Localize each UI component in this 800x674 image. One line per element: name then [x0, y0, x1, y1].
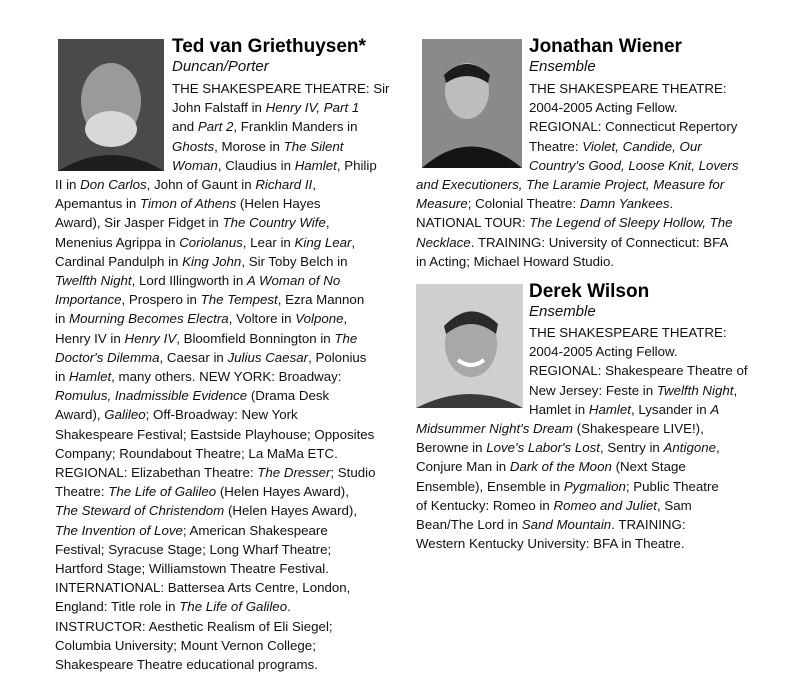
actor-role: Duncan/Porter	[172, 58, 269, 75]
bio-line: Western Kentucky University: BFA in Theatre.	[416, 536, 685, 552]
bio-line: Ghosts, Morose in The Silent	[172, 138, 344, 154]
bio-line: II in Don Carlos, John of Gaunt in Richard II,	[55, 177, 316, 192]
bio-line: Columbia University; Mount Vernon College;	[55, 637, 316, 653]
bio-line: New Jersey: Feste in Twelfth Night,	[529, 382, 738, 398]
headshot-photo	[422, 39, 522, 168]
bio-line: Cardinal Pandulph in King John, Sir Toby Belch in	[55, 253, 348, 269]
actor-name: Ted van Griethuysen*	[172, 36, 366, 57]
bio-line: of Kentucky: Romeo in Romeo and Juliet, Sam	[416, 497, 692, 513]
bio-line: Shakespeare Theatre educational programs.	[55, 657, 318, 672]
bio-line: Bean/The Lord in Sand Mountain. TRAINING:	[416, 517, 686, 532]
bio-line: John Falstaff in Henry IV, Part 1	[172, 100, 360, 116]
bio-line: THE SHAKESPEARE THEATRE:	[529, 325, 727, 340]
bio-line: Award), Sir Jasper Fidget in The Country Wife,	[55, 215, 330, 231]
bio-line: Apemantus in Timon of Athens (Helen Hayes	[55, 196, 321, 212]
bio-line: Conjure Man in Dark of the Moon (Next Stage	[416, 459, 686, 475]
bio-line: NATIONAL TOUR: The Legend of Sleepy Hollow, The	[416, 215, 733, 231]
bio-line: REGIONAL: Shakespeare Theatre of	[529, 363, 748, 379]
headshot-photo	[58, 39, 164, 171]
actor-name: Derek Wilson	[529, 281, 650, 302]
bio-line: Company; Roundabout Theatre; La MaMa ETC.	[55, 445, 338, 461]
bio-line: Hamlet in Hamlet, Lysander in A	[529, 401, 720, 417]
bio-line: Midsummer Night's Dream (Shakespeare LIVE!),	[416, 421, 704, 436]
bio-line: Menenius Agrippa in Coriolanus, Lear in King Lear,	[55, 234, 356, 250]
bio-line: Twelfth Night, Lord Illingworth in A Woman of No	[55, 273, 341, 288]
bio-line: in Mourning Becomes Electra, Voltore in Volpone,	[55, 311, 348, 327]
bio-line: in Acting; Michael Howard Studio.	[416, 253, 615, 269]
bio-line: REGIONAL: Elizabethan Theatre: The Dresser; Studio	[55, 465, 376, 480]
bio-line: The Steward of Christendom (Helen Hayes Award),	[55, 503, 358, 519]
actor-name: Jonathan Wiener	[529, 36, 682, 57]
bio-line: Theatre: The Life of Galileo (Helen Hayes Award),	[55, 484, 349, 500]
bio-line: REGIONAL: Connecticut Repertory	[529, 119, 738, 135]
bio-line: The Invention of Love; American Shakespeare	[55, 522, 328, 538]
actor-role: Ensemble	[529, 303, 596, 320]
bio-line: THE SHAKESPEARE THEATRE: Sir	[172, 81, 390, 96]
bio-line: Festival; Syracuse Stage; Long Wharf Theatre;	[55, 541, 332, 557]
actor-role: Ensemble	[529, 58, 596, 75]
bio-line: Measure; Colonial Theatre: Damn Yankees.	[416, 196, 674, 212]
bio-line: Country's Good, Loose Knit, Lovers	[529, 157, 739, 173]
headshot-photo	[416, 284, 523, 408]
bio-line: Theatre: Violet, Candide, Our	[529, 138, 702, 154]
bio-line: Hartford Stage; Williamstown Theatre Festival.	[55, 561, 329, 576]
bio-line: England: Title role in The Life of Galileo.	[55, 599, 291, 615]
bio-line: 2004-2005 Acting Fellow.	[529, 100, 678, 116]
bio-line: Shakespeare Festival; Eastside Playhouse; Opposites	[55, 426, 375, 442]
bio-line: and Executioners, The Laramie Project, Measure for	[416, 177, 725, 192]
bio-line: Ensemble), Ensemble in Pygmalion; Public Theatre	[416, 478, 719, 494]
bio-line: Romulus, Inadmissible Evidence (Drama Desk	[55, 388, 330, 404]
bio-line: in Hamlet, many others. NEW YORK: Broadway:	[55, 369, 342, 384]
bio-line: INTERNATIONAL: Battersea Arts Centre, London,	[55, 580, 351, 596]
bio-line: THE SHAKESPEARE THEATRE:	[529, 81, 727, 96]
bio-line: Award), Galileo; Off-Broadway: New York	[55, 407, 298, 423]
bio-line: Importance, Prospero in The Tempest, Ezra Mannon	[55, 292, 365, 308]
bio-line: and Part 2, Franklin Manders in	[172, 119, 358, 135]
bio-line: Woman, Claudius in Hamlet, Philip	[172, 157, 377, 173]
bio-line: Henry IV in Henry IV, Bloomfield Bonnington in The	[55, 330, 358, 346]
bio-line: Berowne in Love's Labor's Lost, Sentry in Antigone,	[416, 440, 720, 456]
bio-line: Necklace. TRAINING: University of Connecticut: BFA	[416, 234, 729, 250]
bio-line: Doctor's Dilemma, Caesar in Julius Caesar, Polonius	[55, 349, 367, 365]
bio-line: 2004-2005 Acting Fellow.	[529, 344, 678, 360]
bio-line: INSTRUCTOR: Aesthetic Realism of Eli Siegel;	[55, 618, 333, 634]
